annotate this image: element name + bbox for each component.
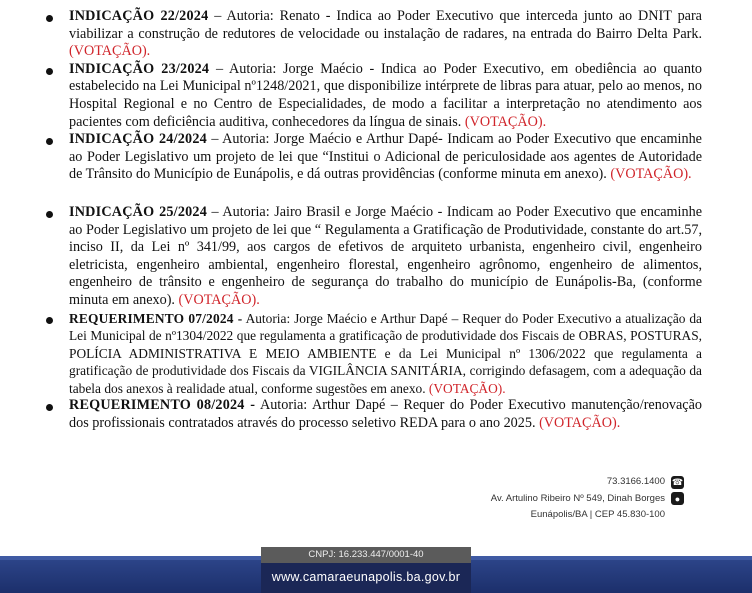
location-pin-icon: ● [671, 492, 684, 505]
list-item [0, 310, 752, 398]
city-row [491, 507, 684, 524]
vote-tag: (VOTAÇÃO). [178, 291, 260, 308]
website-link[interactable]: www.camaraeunapolis.ba.gov.br [261, 563, 471, 593]
item-heading: INDICAÇÃO 24/2024 [69, 131, 207, 148]
item-body: – Autoria: Renato - Indica ao Poder Executivo que interceda junto ao DNIT para viabilizar a construção de redutores de velocidade ou instalação de radares, na entrada do Bairro Delta Park. [69, 8, 702, 42]
item-body: – Autoria: Jairo Brasil e Jorge Maécio - Indicam ao Poder Executivo que encaminhe ao Poder Legislativo um projeto de lei que “ Regulamenta a Gratificação de Produtividade, constante do art.57, inciso II, da Lei nº 341/99, aos cargos de efetivos de arquiteto urbanista, engenheiro civil, engenheiro eletricista, engenheiro ambiental, engenheiro florestal, engenheiro agrônomo, engenheiro de alimentos, engenheiro de trânsito e engenheiro de segurança do trabalho do município de Eunápolis-Ba, (conforme minuta em anexo). [69, 203, 702, 308]
item-heading: INDICAÇÃO 23/2024 [69, 60, 210, 77]
phone-number: 73.3166.1400 [606, 476, 665, 487]
address-line-1: Av. Artulino Ribeiro Nº 549, Dinah Borges [490, 492, 665, 504]
list-item [0, 131, 752, 184]
bullet-icon [46, 211, 53, 218]
address-row [491, 491, 684, 508]
item-body: – Autoria: Jorge Maécio - Indica ao Poder Executivo, em obediência ao quanto estabelecido na Lei Municipal nº1248/2021, que disponibilize intérprete de libras para atuar, pelo ao menos, no Hospital Regional e no Centro de Especialidades, de modo a facilitar a interpretação no atendimento aos pacientes com deficiência auditiva, conhecedores da língua de sinais. [69, 60, 702, 130]
item-text [69, 397, 702, 432]
item-body: Autoria: Arthur Dapé – Requer do Poder Executivo manutenção/renovação dos profissionais contratados através do processo seletivo REDA para o ano 2025. [69, 397, 702, 432]
item-heading: INDICAÇÃO 25/2024 [69, 203, 207, 220]
list-item [0, 8, 752, 61]
bullet-icon [46, 404, 53, 411]
bullet-icon [46, 68, 53, 75]
phone-icon: ☎ [671, 477, 684, 487]
cnpj-label: CNPJ: 16.233.447/0001-40 [261, 547, 471, 563]
item-heading: INDICAÇÃO 22/2024 [69, 8, 209, 24]
vote-tag: (VOTAÇÃO). [428, 380, 506, 396]
bullet-icon [46, 138, 53, 145]
phone-row [491, 474, 684, 491]
item-text [69, 131, 702, 184]
item-heading: REQUERIMENTO 07/2024 - [69, 310, 243, 326]
bullet-icon [46, 15, 53, 22]
item-text [69, 8, 702, 61]
item-text [69, 204, 702, 310]
footer-contact [491, 474, 684, 524]
agenda-list [0, 8, 752, 433]
item-body: – Autoria: Jorge Maécio e Arthur Dapé- Indicam ao Poder Executivo que encaminhe ao Poder Legislativo um projeto de lei que “Institui o Adicional de periculosidade aos agentes de Autoridade de Trânsito do Município de Eunápolis, e dá outras providências (conforme minuta em anexo). [69, 131, 702, 183]
list-item [0, 61, 752, 131]
vote-tag: (VOTAÇÃO). [69, 43, 151, 60]
list-item [0, 204, 752, 310]
vote-tag: (VOTAÇÃO). [464, 113, 547, 130]
list-item [0, 397, 752, 432]
address-line-2: Eunápolis/BA | CEP 45.830-100 [530, 509, 665, 520]
item-text [69, 61, 702, 131]
vote-tag: (VOTAÇÃO). [539, 415, 621, 432]
item-heading: REQUERIMENTO 08/2024 - [69, 397, 256, 414]
vote-tag: (VOTAÇÃO). [610, 166, 692, 183]
bullet-icon [46, 317, 53, 324]
item-body: Autoria: Jorge Maécio e Arthur Dapé – Requer do Poder Executivo a atualização da Lei Municipal de nº1304/2022 que regulamenta a gratificação de produtividade dos Fiscais de OBRAS, POSTURAS, POLÍCIA ADMINISTRATIVA E MEIO AMBIENTE e da Lei Municipal nº 1306/2022 que regulamenta a gratificação de produtividade dos Fiscais da VIGILÂNCIA SANITÁRIA, corrigindo defasagem, com a adequação da tabela dos anexos à realidade atual, conforme sugestões em anexo. [69, 310, 703, 396]
item-text [69, 310, 702, 398]
